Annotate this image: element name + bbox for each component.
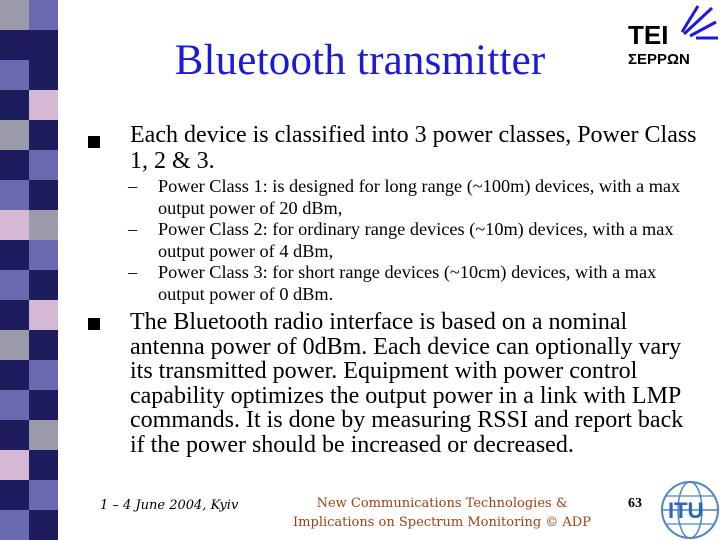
itu-logo-text: ITU <box>668 498 704 523</box>
dash-icon: – <box>128 176 138 196</box>
sub-bullet-text: Power Class 3: for short range devices (~10cm) devices, with a max output power of 0 dBm. <box>158 262 657 304</box>
dash-icon: – <box>128 219 138 239</box>
sub-bullet-list <box>128 176 698 305</box>
footer-center-line: New Communications Technologies & <box>316 496 568 511</box>
tei-logo-subtext: ΣΕΡΡΩΝ <box>628 51 690 68</box>
footer-date-place: 1 – 4 June 2004, Kyiv <box>100 498 239 513</box>
bullet-text-power-classes: Each device is classified into 3 power classes, Power Class 1, 2 & 3. <box>130 122 697 174</box>
dash-icon: – <box>128 262 138 282</box>
sub-bullet-item <box>128 262 698 305</box>
footer-center-line: Implications on Spectrum Monitoring © ADP <box>293 515 591 530</box>
footer-center-text <box>292 494 592 532</box>
bullet-text-radio-interface: The Bluetooth radio interface is based on a nominal antenna power of 0dBm. Each device can optionally vary its transmitted power. Equipment with power control capability optimizes the output power in a link with LMP commands. It is done by measuring RSSI and report back if the power should be increased or decreased. <box>130 309 684 458</box>
sub-bullet-text: Power Class 2: for ordinary range devices (~10m) devices, with a max output power of 4 dBm, <box>158 219 674 261</box>
sub-bullet-text: Power Class 1: is designed for long range (~100m) devices, with a max output power of 20 dBm, <box>158 176 681 218</box>
bullet-square-icon <box>88 318 100 330</box>
slide-title: Bluetooth transmitter <box>174 37 546 84</box>
tei-logo <box>626 4 720 74</box>
tei-logo-text: TEI <box>628 20 669 50</box>
itu-logo <box>654 474 720 540</box>
bullet-square-icon <box>88 136 100 148</box>
tei-logo-mark <box>682 6 718 38</box>
sub-bullet-item <box>128 176 698 219</box>
page-number: 63 <box>628 496 642 511</box>
sub-bullet-item <box>128 219 698 262</box>
